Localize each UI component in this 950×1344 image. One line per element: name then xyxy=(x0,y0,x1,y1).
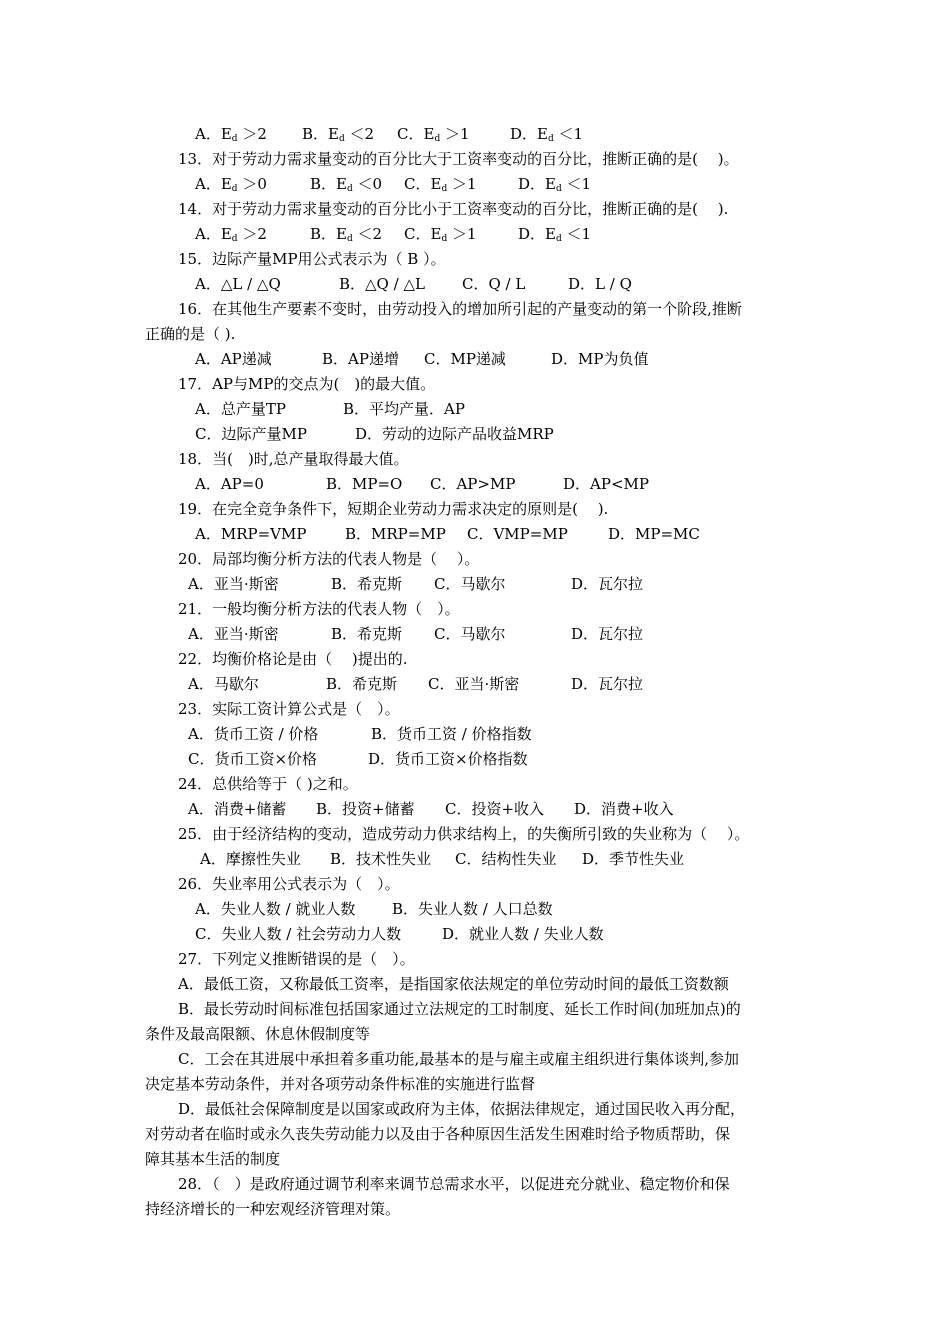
q27-question xyxy=(0,947,950,972)
q27-option-b-line2 xyxy=(0,1022,950,1047)
q22-option-b: B．希克斯 xyxy=(326,675,398,693)
q24-option-a: A．消费+储蓄 xyxy=(188,800,287,818)
q16-options xyxy=(0,347,950,372)
q26-question xyxy=(0,872,950,897)
q13-option-b: B．$E_d <0$ xyxy=(310,175,383,194)
q17-option-a: A．总产量TP xyxy=(195,400,286,418)
q18-option-a: A．AP=0 xyxy=(195,475,264,493)
q20-option-b: B．希克斯 xyxy=(331,575,403,593)
q22-option-d: D．瓦尔拉 xyxy=(571,675,644,693)
q13-option-c: C．$E_d >1$ xyxy=(404,175,477,194)
q16-option-d: D．MP为负值 xyxy=(551,350,649,368)
q20-question xyxy=(0,547,950,572)
q21-option-c: C．马歇尔 xyxy=(434,625,506,643)
q26-text: 26．失业率用公式表示为（ ）。 xyxy=(178,875,400,893)
q20-text: 20．局部均衡分析方法的代表人物是（ ）。 xyxy=(178,550,480,568)
q16-text-line1: 16．在其他生产要素不变时，由劳动投入的增加所引起的产量变动的第一个阶段,推断 xyxy=(178,300,742,318)
q14-option-a: A．$E_d >2$ xyxy=(195,225,267,244)
q20-option-c: C．马歇尔 xyxy=(434,575,506,593)
q25-text: 25．由于经济结构的变动，造成劳动力供求结构上，的失衡所引致的失业称为（ ）。 xyxy=(178,825,750,843)
q27-option-c-line1 xyxy=(0,1047,950,1072)
q12-option-b: B．$E_d <2$ xyxy=(302,125,375,144)
q22-text: 22．均衡价格论是由（ )提出的. xyxy=(178,650,408,668)
q28-text-line1: 28．（ ）是政府通过调节利率来调节总需求水平，以促进充分就业、稳定物价和保 xyxy=(178,1175,730,1193)
q17-option-b: B．平均产量．AP xyxy=(343,400,465,418)
q24-option-b: B．投资+储蓄 xyxy=(316,800,415,818)
q15-text: 15．边际产量MP用公式表示为（ B ）。 xyxy=(178,250,446,268)
q12-option-a: A．$E_d >2$ xyxy=(195,125,267,144)
q16-option-a: A．AP递减 xyxy=(195,350,272,368)
q26-options-row2 xyxy=(0,922,950,947)
q18-question xyxy=(0,447,950,472)
q28-question xyxy=(0,1172,950,1197)
q14-question xyxy=(0,197,950,222)
q16-option-c: C．MP递减 xyxy=(424,350,506,368)
q22-option-a: A．马歇尔 xyxy=(188,675,259,693)
q25-option-b: B．技术性失业 xyxy=(330,850,432,868)
q19-text: 19．在完全竞争条件下，短期企业劳动力需求决定的原则是( ). xyxy=(178,500,609,518)
q17-text: 17．AP与MP的交点为( )的最大值。 xyxy=(178,375,436,393)
q21-text: 21．一般均衡分析方法的代表人物（ ）。 xyxy=(178,600,460,618)
q15-option-b: B．△Q / △L xyxy=(339,275,425,293)
q17-options-row2 xyxy=(0,422,950,447)
q17-options-row1 xyxy=(0,397,950,422)
q27-option-c-part2: 决定基本劳动条件，并对各项劳动条件标准的实施进行监督 xyxy=(145,1075,536,1093)
q27-option-c-line2 xyxy=(0,1072,950,1097)
q27-option-d-part1: D．最低社会保障制度是以国家或政府为主体，依据法律规定，通过国民收入再分配， xyxy=(178,1100,746,1118)
q24-options xyxy=(0,797,950,822)
q18-option-b: B．MP=O xyxy=(326,475,403,493)
q22-options xyxy=(0,672,950,697)
q20-option-d: D．瓦尔拉 xyxy=(571,575,644,593)
q15-option-a: A．△L / △Q xyxy=(195,275,281,293)
q21-question xyxy=(0,597,950,622)
q23-options-row1 xyxy=(0,722,950,747)
q16-question-cont xyxy=(0,322,950,347)
q14-option-b: B．$E_d <2$ xyxy=(310,225,383,244)
q28-text-line2: 持经济增长的一种宏观经济管理对策。 xyxy=(145,1200,401,1218)
q23-option-a: A．货币工资 / 价格 xyxy=(188,725,319,743)
q18-text: 18．当( )时,总产量取得最大值。 xyxy=(178,450,409,468)
q12-options xyxy=(0,122,950,147)
q25-option-c: C．结构性失业 xyxy=(455,850,557,868)
q27-option-b-part1: B．最长劳动时间标准包括国家通过立法规定的工时制度、延长工作时间(加班加点)的 xyxy=(178,1000,741,1018)
q16-question xyxy=(0,297,950,322)
q15-question xyxy=(0,247,950,272)
q26-options-row1 xyxy=(0,897,950,922)
q14-options xyxy=(0,222,950,247)
q20-option-a: A．亚当·斯密 xyxy=(188,575,279,593)
q12-option-d: D．$E_d <1$ xyxy=(510,125,584,144)
q27-option-d-line2 xyxy=(0,1122,950,1147)
q27-option-d-part2: 对劳动者在临时或永久丧失劳动能力以及由于各种原因生活发生困难时给予物质帮助，保 xyxy=(145,1125,731,1143)
q21-option-b: B．希克斯 xyxy=(331,625,403,643)
q13-option-d: D．$E_d <1$ xyxy=(518,175,592,194)
q19-question xyxy=(0,497,950,522)
q23-option-d: D．货币工资×价格指数 xyxy=(368,750,528,768)
q13-question xyxy=(0,147,950,172)
q21-option-a: A．亚当·斯密 xyxy=(188,625,279,643)
q27-option-a: A．最低工资，又称最低工资率，是指国家依法规定的单位劳动时间的最低工资数额 xyxy=(178,975,729,993)
q28-question-cont xyxy=(0,1197,950,1222)
q27-option-d-line3 xyxy=(0,1147,950,1172)
q27-option-c-part1: C．工会在其进展中承担着多重功能,最基本的是与雇主或雇主组织进行集体谈判,参加 xyxy=(178,1050,740,1068)
q27-option-a-line xyxy=(0,972,950,997)
q16-text-line2: 正确的是（ ). xyxy=(145,325,236,343)
q22-option-c: C．亚当·斯密 xyxy=(428,675,520,693)
q15-option-c: C．Q / L xyxy=(462,275,526,293)
q13-text: 13．对于劳动力需求量变动的百分比大于工资率变动的百分比，推断正确的是( )。 xyxy=(178,150,739,168)
q18-option-d: D．AP<MP xyxy=(563,475,649,493)
q13-option-a: A．$E_d >0$ xyxy=(195,175,267,194)
q20-options xyxy=(0,572,950,597)
q25-options xyxy=(0,847,950,872)
q14-option-c: C．$E_d >1$ xyxy=(404,225,477,244)
q22-question xyxy=(0,647,950,672)
q21-options xyxy=(0,622,950,647)
q19-option-c: C．VMP=MP xyxy=(467,525,568,543)
q26-option-c: C．失业人数 / 社会劳动力人数 xyxy=(195,925,402,943)
document-page xyxy=(0,122,950,1222)
q24-text: 24．总供给等于（ )之和。 xyxy=(178,775,358,793)
q19-option-a: A．MRP=VMP xyxy=(195,525,307,543)
q25-option-a: A．摩擦性失业 xyxy=(200,850,301,868)
q24-option-d: D．消费+收入 xyxy=(574,800,674,818)
q27-option-d-line1 xyxy=(0,1097,950,1122)
q26-option-a: A．失业人数 / 就业人数 xyxy=(195,900,356,918)
q26-option-d: D．就业人数 / 失业人数 xyxy=(442,925,604,943)
q18-options xyxy=(0,472,950,497)
q25-question xyxy=(0,822,950,847)
q23-text: 23．实际工资计算公式是（ ）。 xyxy=(178,700,400,718)
q15-option-d: D．L / Q xyxy=(568,275,632,293)
q26-option-b: B．失业人数 / 人口总数 xyxy=(392,900,553,918)
q17-option-d: D．劳动的边际产品收益MRP xyxy=(355,425,554,443)
q14-option-d: D．$E_d <1$ xyxy=(518,225,592,244)
q23-option-b: B．货币工资 / 价格指数 xyxy=(371,725,532,743)
q19-options xyxy=(0,522,950,547)
q13-options xyxy=(0,172,950,197)
q24-question xyxy=(0,772,950,797)
q19-option-d: D．MP=MC xyxy=(608,525,700,543)
q23-options-row2 xyxy=(0,747,950,772)
q19-option-b: B．MRP=MP xyxy=(345,525,446,543)
q21-option-d: D．瓦尔拉 xyxy=(571,625,644,643)
q27-text: 27．下列定义推断错误的是（ ）。 xyxy=(178,950,415,968)
q25-option-d: D．季节性失业 xyxy=(582,850,685,868)
q15-options xyxy=(0,272,950,297)
q27-option-b-line1 xyxy=(0,997,950,1022)
q17-option-c: C．边际产量MP xyxy=(195,425,307,443)
q24-option-c: C．投资+收入 xyxy=(445,800,545,818)
q18-option-c: C．AP>MP xyxy=(430,475,516,493)
q17-question xyxy=(0,372,950,397)
q23-option-c: C．货币工资×价格 xyxy=(188,750,318,768)
q27-option-b-part2: 条件及最高限额、休息休假制度等 xyxy=(145,1025,371,1043)
q14-text: 14．对于劳动力需求量变动的百分比小于工资率变动的百分比，推断正确的是( ). xyxy=(178,200,729,218)
q16-option-b: B．AP递增 xyxy=(322,350,399,368)
q12-option-c: C．$E_d >1$ xyxy=(397,125,470,144)
q27-option-d-part3: 障其基本生活的制度 xyxy=(145,1150,281,1168)
q23-question xyxy=(0,697,950,722)
